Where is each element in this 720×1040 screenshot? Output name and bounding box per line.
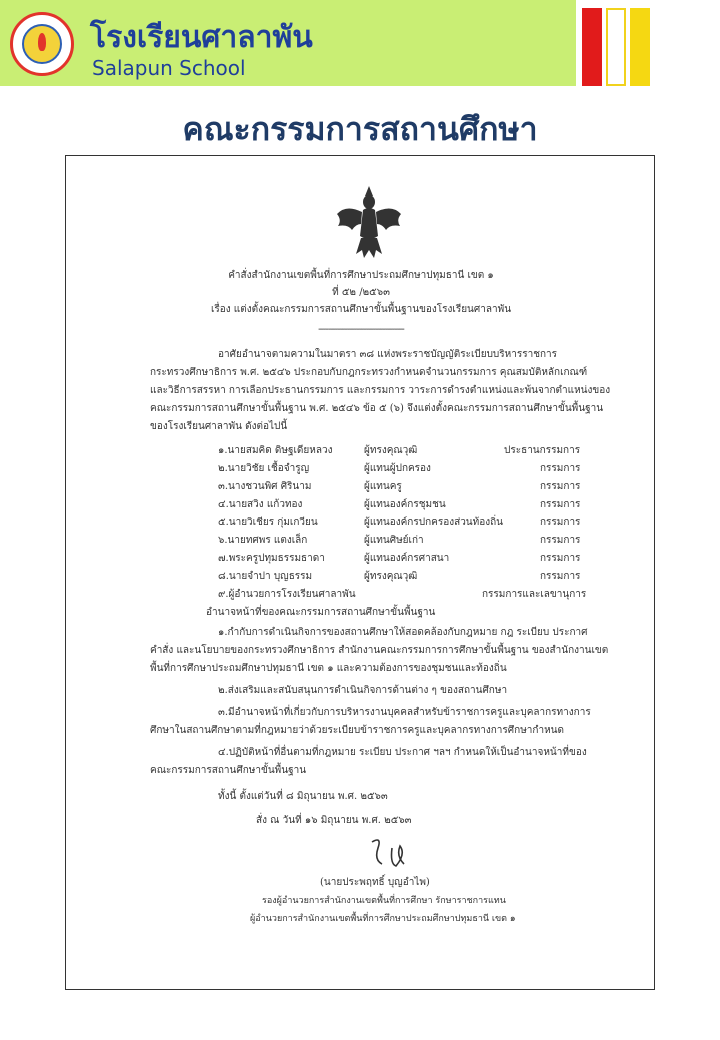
- signer-title-line-1: รองผู้อำนวยการสำนักงานเขตพื้นที่การศึกษา รักษาราชการแทน: [262, 896, 506, 906]
- member-role: กรรมการ: [540, 481, 581, 492]
- order-issuer-line: คำสั่งสำนักงานเขตพื้นที่การศึกษาประถมศึกษาปทุมธานี เขต ๑: [228, 270, 494, 281]
- member-type: ผู้แทนผู้ปกครอง: [364, 463, 431, 474]
- member-type: ผู้แทนครู: [364, 481, 402, 492]
- duty-line: คำสั่ง และนโยบายของกระทรวงศึกษาธิการ สำนักงานคณะกรรมการการศึกษาขั้นพื้นฐาน ของสำนักงานเขต: [150, 645, 609, 656]
- member-role: กรรมการ: [540, 553, 581, 564]
- school-name-english: Salapun School: [92, 56, 246, 80]
- member-name: ๒.นายวิชัย เชื้อจำรูญ: [218, 463, 310, 474]
- intro-line-4: คณะกรรมการสถานศึกษาขั้นพื้นฐาน พ.ศ. ๒๕๔๖ ข้อ ๕ (๖) จึงแต่งตั้งคณะกรรมการสถานศึกษาขั้นพื้นฐาน: [150, 403, 604, 414]
- member-name: ๕.นายวิเชียร กุ่มเกวียน: [218, 517, 318, 528]
- member-type: ผู้ทรงคุณวุฒิ: [364, 445, 418, 456]
- school-name-thai: โรงเรียนศาลาพัน: [90, 20, 313, 55]
- member-role: กรรมการ: [540, 517, 581, 528]
- emblem-flame: [38, 33, 46, 51]
- ordered-date-line: สั่ง ณ วันที่ ๑๖ มิถุนายน พ.ศ. ๒๕๖๓: [256, 815, 412, 826]
- duty-line: ๔.ปฏิบัติหน้าที่อื่นตามที่กฎหมาย ระเบียบ ประกาศ ฯลฯ กำหนดให้เป็นอำนาจหน้าที่ของ: [218, 747, 587, 758]
- duty-line: ศึกษาในสถานศึกษาตามที่กฎหมายว่าด้วยระเบียบข้าราชการครูและบุคลากรทางการศึกษากำหนด: [150, 725, 564, 736]
- order-number-line: ที่ ๕๒ /๒๕๖๓: [332, 287, 390, 298]
- school-emblem-icon: [10, 12, 74, 76]
- garuda-emblem-icon: [334, 184, 404, 262]
- official-order-document: [66, 156, 656, 991]
- signer-title-line-2: ผู้อำนวยการสำนักงานเขตพื้นที่การศึกษาประถมศึกษาปทุมธานี เขต ๑: [250, 914, 516, 924]
- duty-line: ๓.มีอำนาจหน้าที่เกี่ยวกับการบริหารงานบุคคลสำหรับข้าราชการครูและบุคลากรทางการ: [218, 707, 591, 718]
- accent-bar-red: [582, 8, 602, 86]
- member-name: ๗.พระครูปทุมธรรมธาดา: [218, 553, 325, 564]
- document-frame: [65, 155, 655, 990]
- member-name: ๓.นางชวนพิศ ศิรินาม: [218, 481, 312, 492]
- member-role: กรรมการและเลขานุการ: [482, 589, 587, 600]
- member-role: ประธานกรรมการ: [504, 445, 581, 456]
- member-role: กรรมการ: [540, 571, 581, 582]
- accent-bar-outline: [606, 8, 626, 86]
- duties-heading: อำนาจหน้าที่ของคณะกรรมการสถานศึกษาขั้นพื้นฐาน: [206, 607, 436, 618]
- order-subject-line: เรื่อง แต่งตั้งคณะกรรมการสถานศึกษาขั้นพื้นฐานของโรงเรียนศาลาพัน: [210, 304, 512, 315]
- signer-name: (นายประพฤทธิ์ บุญอำไพ): [320, 877, 430, 888]
- page-title: คณะกรรมการสถานศึกษา: [182, 110, 538, 148]
- member-name: ๘.นายจำปา บุญธรรม: [218, 571, 313, 582]
- duty-line: ๑.กำกับการดำเนินกิจการของสถานศึกษาให้สอดคล้องกับกฎหมาย กฎ ระเบียบ ประกาศ: [218, 627, 588, 638]
- member-type: ผู้แทนองค์กรปกครองส่วนท้องถิ่น: [364, 517, 504, 528]
- intro-line-2: กระทรวงศึกษาธิการ พ.ศ. ๒๕๔๖ ประกอบกับกฎกระทรวงกำหนดจำนวนกรรมการ คุณสมบัติหลักเกณฑ์: [150, 367, 588, 378]
- site-header: [0, 0, 720, 86]
- member-name: ๙.ผู้อำนวยการโรงเรียนศาลาพัน: [218, 589, 356, 600]
- duty-line: ๒.ส่งเสริมและสนับสนุนการดำเนินกิจการด้านต่าง ๆ ของสถานศึกษา: [218, 685, 508, 696]
- effective-date-line: ทั้งนี้ ตั้งแต่วันที่ ๘ มิถุนายน พ.ศ. ๒๕๖๓: [218, 791, 388, 802]
- member-type: ผู้แทนศิษย์เก่า: [364, 535, 424, 546]
- member-type: ผู้แทนองค์กรศาสนา: [364, 553, 450, 564]
- member-name: ๔.นายสวิง แก้วทอง: [218, 499, 303, 510]
- signature-mark: [366, 834, 416, 874]
- member-name: ๖.นายทศพร แตงเล็ก: [218, 535, 308, 546]
- member-role: กรรมการ: [540, 535, 581, 546]
- accent-bar-yellow: [630, 8, 650, 86]
- member-role: กรรมการ: [540, 463, 581, 474]
- emblem-inner-ring: [22, 24, 62, 64]
- separator-line: ------------------------------------: [318, 324, 404, 335]
- member-type: ผู้ทรงคุณวุฒิ: [364, 571, 418, 582]
- duty-line: พื้นที่การศึกษาประถมศึกษาปทุมธานี เขต ๑ และความต้องการของชุมชนและท้องถิ่น: [150, 663, 507, 674]
- intro-line-1: อาศัยอำนาจตามความในมาตรา ๓๘ แห่งพระราชบัญญัติระเบียบบริหารราชการ: [218, 349, 558, 360]
- member-type: ผู้แทนองค์กรชุมชน: [364, 499, 446, 510]
- member-name: ๑.นายสมคิด ดิษฐเดียหลวง: [218, 445, 333, 456]
- duty-line: คณะกรรมการสถานศึกษาขั้นพื้นฐาน: [150, 765, 307, 776]
- member-role: กรรมการ: [540, 499, 581, 510]
- intro-line-3: และวิธีการสรรหา การเลือกประธานกรรมการ และกรรมการ วาระการดำรงตำแหน่งและพ้นจากตำแหน่งของ: [150, 385, 611, 396]
- intro-line-5: ของโรงเรียนศาลาพัน ดังต่อไปนี้: [150, 421, 288, 432]
